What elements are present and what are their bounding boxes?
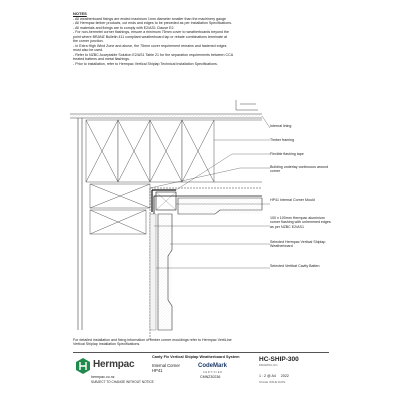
codemark-certified: CERTIFIED xyxy=(203,371,223,374)
label-selected-weatherboard: Selected Hermpac Vertical Shiplap Weatherboard xyxy=(270,240,326,249)
internal-lining-left xyxy=(78,118,82,330)
drawing-title xyxy=(152,363,180,373)
note-line: - All weatherboard fixings are ended maximum 1mm diameter smaller than the machinery gauge xyxy=(73,16,227,21)
note-line: - In Extra High Wind Zone and above, the 75mm cover requirement remains and fastened edges xyxy=(73,43,227,48)
codemark-logo: CodeMark xyxy=(198,363,228,369)
title-block xyxy=(73,352,329,387)
cavity-batten xyxy=(150,214,156,330)
drawing-meta xyxy=(259,374,293,378)
product-name: Canty Fix Vertical Shiplap Weatherboard System xyxy=(152,355,240,359)
label-flexible-flashing-tape: Flexible flashing tape xyxy=(270,152,304,156)
label-internal-corner-mould: HP41 Internal Corner Mould xyxy=(270,198,315,202)
label-building-underlay: Building underlay continuous around corner xyxy=(270,165,329,174)
framing-right-wall xyxy=(214,120,262,182)
website-link[interactable]: hermpac.co.nz xyxy=(91,375,115,379)
brand-name: Hermpac xyxy=(93,359,135,370)
footer-notes: For detailed installation and fixing information of timber corner mouldings refer to Hermpac VertiLine Vertical Shiplap Installation Specifications. xyxy=(73,338,232,347)
notes-heading: NOTES xyxy=(73,11,87,16)
drawing-number-label: DRAWING NO. xyxy=(259,363,279,367)
note-line: - All Hermpac timber products, cut ends and edges to be preceded as per Installation Specifications. xyxy=(73,21,233,25)
drawing-meta-labels: SCALE ISSUE DATE xyxy=(259,380,286,384)
drawing-title-line2: HP41 xyxy=(152,368,163,373)
note-line: the corner junction. xyxy=(73,39,104,43)
label-cavity-batten: Selected Vertibat Cavity Batten xyxy=(270,264,320,268)
drawing-date: 2022 xyxy=(280,374,289,378)
note-line: treated battens and metal flashings. xyxy=(73,57,130,61)
drawing-title-line1: Internal Corner xyxy=(152,363,180,368)
codemark-number: CMNZ30236 xyxy=(200,375,221,379)
eave-detail xyxy=(236,100,258,110)
note-line: point where BRANZ Bulletin 411 compliant weatherboard lap or rebate combinations terminate at xyxy=(73,34,227,39)
internal-corner-mould xyxy=(156,192,176,210)
drawing-number: HC-SHIP-300 xyxy=(259,356,299,363)
note-line: - Prior to installation, refer to Hermpac Vertical Shiplap Technical Installation Specifications. xyxy=(73,61,218,66)
hermpac-logo-icon xyxy=(76,358,90,374)
drawing-scale: 1 : 2 @ A4 xyxy=(259,374,276,378)
label-internal-lining: Internal lining xyxy=(270,124,292,128)
internal-lining-top xyxy=(70,114,262,118)
label-timber-framing: Timber framing xyxy=(270,138,295,142)
note-line: - For non-hermetel corner flashings, ensure a minimum 75mm cover to weatherboards beyond the xyxy=(73,30,230,34)
note-line: - All materials and fixings are to comply with E2/AS1 Clause E2. xyxy=(73,25,175,30)
weatherboard-right xyxy=(178,198,262,214)
subject-line: SUBJECT TO CHANGE WITHOUT NOTICE xyxy=(91,380,154,384)
note-line: - Refer to NZBC Acceptable Solution E2/AS1 Table 21 for the separation requirements between CCA xyxy=(73,52,234,57)
note-line: must also be used. xyxy=(73,48,104,52)
label-aluminium-flashing: 100 x 100mm Hermpac aluminium corner flashing with unhemmed edges as per NZBC E2/AS1 xyxy=(270,216,331,229)
weatherboard-left xyxy=(158,214,172,330)
